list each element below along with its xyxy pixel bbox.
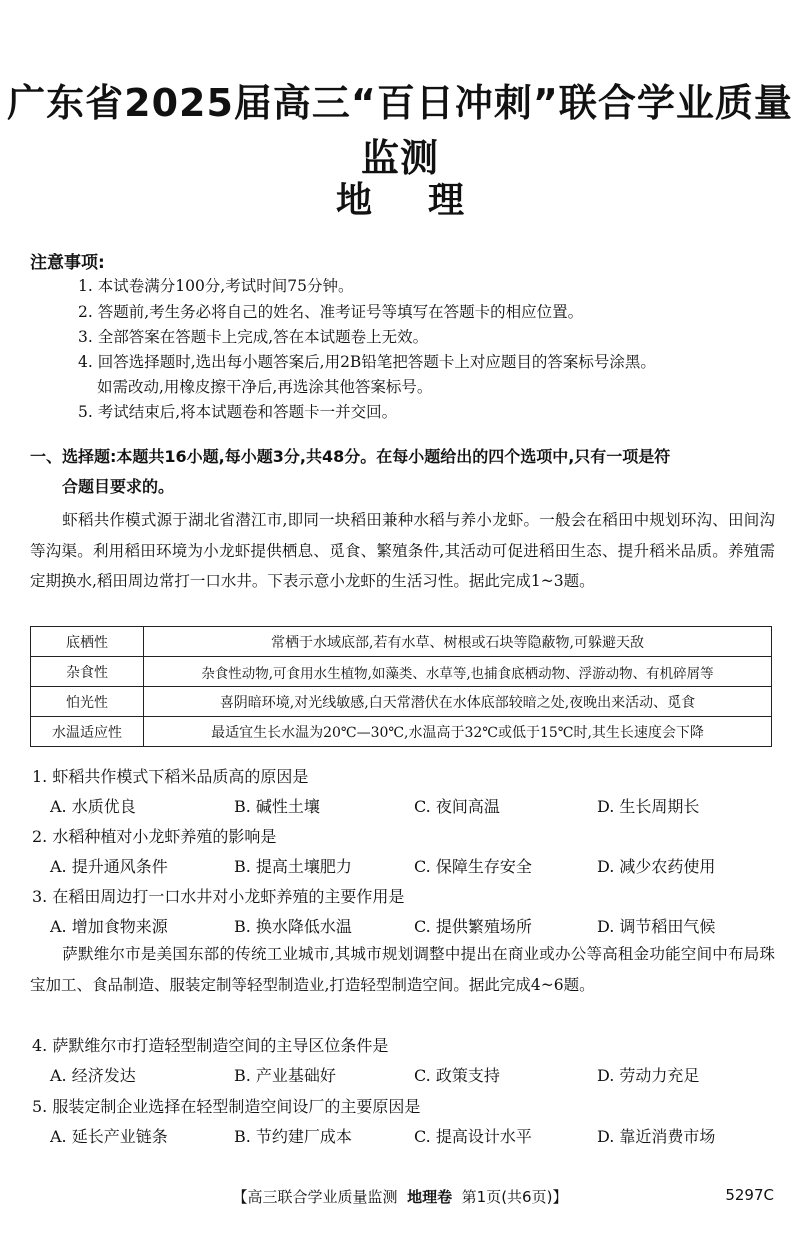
question-5: 5. 服装定制企业选择在轻型制造空间设厂的主要原因是 [32, 1097, 421, 1116]
option-d[interactable]: D. 调节稻田气候 [597, 917, 716, 936]
question-1: 1. 虾稻共作模式下稻米品质高的原因是 [32, 767, 309, 786]
option-a[interactable]: A. 经济发达 [50, 1066, 136, 1085]
option-d[interactable]: D. 减少农药使用 [597, 857, 716, 876]
note-item: 3. 全部答案在答题卡上完成,答在本试题卷上无效。 [78, 328, 429, 346]
table-value: 杂食性动物,可食用水生植物,如藻类、水草等,也捕食底栖动物、浮游动物、有机碎屑等 [144, 657, 772, 687]
option-a[interactable]: A. 增加食物来源 [50, 917, 168, 936]
table-row [31, 627, 772, 657]
option-c[interactable]: C. 夜间高温 [414, 797, 500, 816]
option-d[interactable]: D. 生长周期长 [597, 797, 700, 816]
question-2-options [50, 854, 770, 880]
question-3-options [50, 914, 770, 940]
paper-code: 5297C [725, 1186, 774, 1204]
table-row [31, 657, 772, 687]
note-item: 1. 本试卷满分100分,考试时间75分钟。 [78, 277, 354, 295]
section-heading-line2: 合题目要求的。 [62, 477, 175, 496]
passage-text: 虾稻共作模式源于湖北省潜江市,即同一块稻田兼种水稻与养小龙虾。一般会在稻田中规划环沟、田间沟等沟渠。利用稻田环境为小龙虾提供栖息、觅食、繁殖条件,其活动可促进稻田生态、提升稻米品质。养殖需定期换水,稻田周边常打一口水井。下表示意小龙虾的生活习性。据此完成1~3题。 [30, 511, 775, 590]
footer-subject: 地理卷 [407, 1188, 453, 1206]
note-item: 2. 答题前,考生务必将自己的姓名、准考证号等填写在答题卡的相应位置。 [78, 303, 584, 321]
footer-exam-name: 【高三联合学业质量监测 [232, 1188, 398, 1206]
question-2: 2. 水稻种植对小龙虾养殖的影响是 [32, 827, 277, 846]
table-key: 杂食性 [31, 657, 144, 687]
question-1-options [50, 794, 770, 820]
option-b[interactable]: B. 换水降低水温 [234, 917, 352, 936]
option-b[interactable]: B. 产业基础好 [234, 1066, 336, 1085]
option-a[interactable]: A. 水质优良 [50, 797, 136, 816]
option-d[interactable]: D. 劳动力充足 [597, 1066, 700, 1085]
option-b[interactable]: B. 节约建厂成本 [234, 1127, 352, 1146]
table-key: 怕光性 [31, 687, 144, 717]
table-key: 底栖性 [31, 627, 144, 657]
footer-page-number: 第1页(共6页)】 [461, 1188, 568, 1206]
passage-crayfish-rice [30, 505, 775, 597]
exam-title: 广东省2025届高三“百日冲刺”联合学业质量监测 [7, 81, 793, 180]
section-heading-line1: 一、选择题:本题共16小题,每小题3分,共48分。在每小题给出的四个选项中,只有一项是符 [30, 447, 671, 466]
note-item-continued: 如需改动,用橡皮擦干净后,再选涂其他答案标号。 [97, 378, 433, 396]
option-b[interactable]: B. 提高土壤肥力 [234, 857, 352, 876]
option-d[interactable]: D. 靠近消费市场 [597, 1127, 716, 1146]
option-c[interactable]: C. 提供繁殖场所 [414, 917, 532, 936]
option-a[interactable]: A. 延长产业链条 [50, 1127, 168, 1146]
passage-text: 萨默维尔市是美国东部的传统工业城市,其城市规划调整中提出在商业或办公等高租金功能空间中布局珠宝加工、食品制造、服装定制等轻型制造业,打造轻型制造空间。据此完成4~6题。 [30, 945, 775, 994]
question-4-options [50, 1063, 770, 1089]
subject-char-2: 理 [428, 180, 465, 221]
option-a[interactable]: A. 提升通风条件 [50, 857, 168, 876]
option-c[interactable]: C. 提高设计水平 [414, 1127, 532, 1146]
crayfish-habit-table [30, 626, 772, 747]
table-value: 喜阴暗环境,对光线敏感,白天常潜伏在水体底部较暗之处,夜晚出来活动、觅食 [144, 687, 772, 717]
notes-heading: 注意事项: [30, 253, 105, 273]
subject-char-1: 地 [335, 180, 372, 221]
table-value: 常栖于水域底部,若有水草、树根或石块等隐蔽物,可躲避天敌 [144, 627, 772, 657]
table-key: 水温适应性 [31, 717, 144, 747]
note-item: 4. 回答选择题时,选出每小题答案后,用2B铅笔把答题卡上对应题目的答案标号涂黑。 [78, 353, 656, 371]
option-c[interactable]: C. 保障生存安全 [414, 857, 532, 876]
subject-heading [0, 172, 800, 223]
question-5-options [50, 1124, 770, 1150]
option-b[interactable]: B. 碱性土壤 [234, 797, 320, 816]
question-3: 3. 在稻田周边打一口水井对小龙虾养殖的主要作用是 [32, 887, 405, 906]
option-c[interactable]: C. 政策支持 [414, 1066, 500, 1085]
question-4: 4. 萨默维尔市打造轻型制造空间的主导区位条件是 [32, 1036, 389, 1055]
table-row [31, 717, 772, 747]
table-row [31, 687, 772, 717]
table-value: 最适宜生长水温为20℃—30℃,水温高于32℃或低于15℃时,其生长速度会下降 [144, 717, 772, 747]
passage-somerville [30, 939, 775, 1000]
page-footer [0, 1186, 800, 1207]
section-heading [30, 442, 775, 502]
note-item: 5. 考试结束后,将本试题卷和答题卡一并交回。 [78, 403, 398, 421]
